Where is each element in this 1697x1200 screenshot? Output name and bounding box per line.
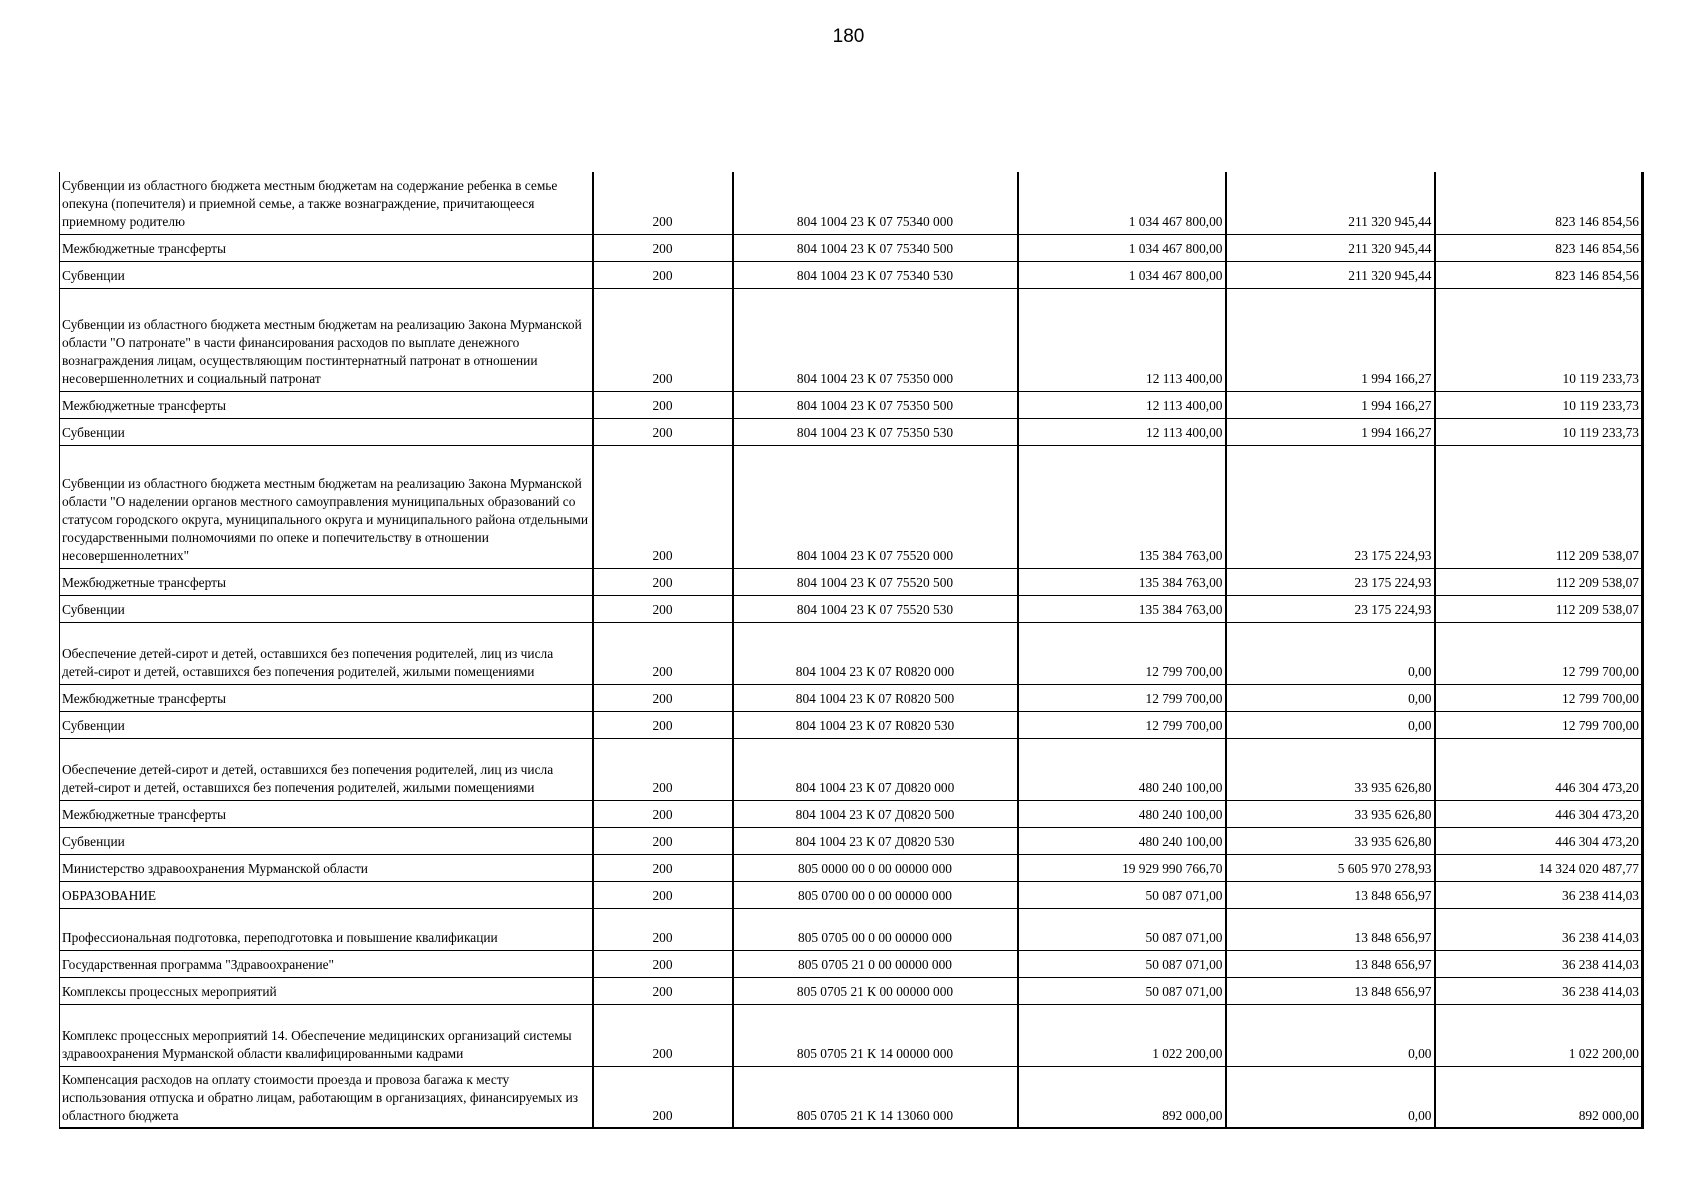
row-approved-cell: 1 022 200,00 <box>1018 1004 1226 1066</box>
row-name-cell: Комплекс процессных мероприятий 14. Обеспечение медицинских организаций системы здравоохранения Мурманской области квалифицированными кадрами <box>60 1004 593 1066</box>
row-executed-cell: 13 848 656,97 <box>1226 881 1435 908</box>
row-code-cell: 200 <box>593 445 733 568</box>
row-unexecuted-cell: 823 146 854,56 <box>1435 261 1643 288</box>
row-name-cell: ОБРАЗОВАНИЕ <box>60 881 593 908</box>
row-unexecuted-cell: 112 209 538,07 <box>1435 568 1643 595</box>
row-kbk-cell: 804 1004 23 К 07 75340 500 <box>733 234 1018 261</box>
row-code-cell: 200 <box>593 881 733 908</box>
row-unexecuted-cell: 112 209 538,07 <box>1435 445 1643 568</box>
row-kbk-cell: 804 1004 23 К 07 75520 530 <box>733 595 1018 622</box>
row-code-cell: 200 <box>593 288 733 391</box>
row-code-cell: 200 <box>593 738 733 800</box>
table-row <box>60 595 1643 622</box>
row-approved-cell: 135 384 763,00 <box>1018 568 1226 595</box>
row-unexecuted-cell: 10 119 233,73 <box>1435 391 1643 418</box>
row-name-cell: Субвенции <box>60 827 593 854</box>
row-executed-cell: 0,00 <box>1226 1066 1435 1128</box>
row-unexecuted-cell: 36 238 414,03 <box>1435 908 1643 950</box>
row-unexecuted-cell: 446 304 473,20 <box>1435 738 1643 800</box>
row-code-cell: 200 <box>593 568 733 595</box>
row-kbk-cell: 804 1004 23 К 07 75350 000 <box>733 288 1018 391</box>
row-code-cell: 200 <box>593 977 733 1004</box>
row-unexecuted-cell: 446 304 473,20 <box>1435 827 1643 854</box>
row-kbk-cell: 805 0000 00 0 00 00000 000 <box>733 854 1018 881</box>
row-executed-cell: 23 175 224,93 <box>1226 445 1435 568</box>
row-name-cell: Межбюджетные трансферты <box>60 234 593 261</box>
row-executed-cell: 1 994 166,27 <box>1226 391 1435 418</box>
row-unexecuted-cell: 12 799 700,00 <box>1435 684 1643 711</box>
row-name-cell: Субвенции <box>60 261 593 288</box>
row-executed-cell: 33 935 626,80 <box>1226 800 1435 827</box>
row-approved-cell: 50 087 071,00 <box>1018 908 1226 950</box>
row-approved-cell: 1 034 467 800,00 <box>1018 234 1226 261</box>
row-code-cell: 200 <box>593 234 733 261</box>
row-executed-cell: 0,00 <box>1226 684 1435 711</box>
row-unexecuted-cell: 14 324 020 487,77 <box>1435 854 1643 881</box>
table-row <box>60 568 1643 595</box>
row-executed-cell: 1 994 166,27 <box>1226 418 1435 445</box>
row-executed-cell: 13 848 656,97 <box>1226 950 1435 977</box>
row-unexecuted-cell: 1 022 200,00 <box>1435 1004 1643 1066</box>
row-kbk-cell: 805 0700 00 0 00 00000 000 <box>733 881 1018 908</box>
row-unexecuted-cell: 12 799 700,00 <box>1435 711 1643 738</box>
row-approved-cell: 12 799 700,00 <box>1018 711 1226 738</box>
row-code-cell: 200 <box>593 261 733 288</box>
table-row <box>60 908 1643 950</box>
table-row <box>60 234 1643 261</box>
row-approved-cell: 480 240 100,00 <box>1018 800 1226 827</box>
row-name-cell: Обеспечение детей-сирот и детей, оставшихся без попечения родителей, лиц из числа детей-сирот и детей, оставшихся без попечения родителей, жилыми помещениями <box>60 622 593 684</box>
table-row <box>60 288 1643 391</box>
row-kbk-cell: 804 1004 23 К 07 75340 530 <box>733 261 1018 288</box>
row-unexecuted-cell: 892 000,00 <box>1435 1066 1643 1128</box>
budget-execution-table <box>59 172 1644 1129</box>
page-number: 180 <box>832 26 865 47</box>
row-kbk-cell: 805 0705 21 К 14 13060 000 <box>733 1066 1018 1128</box>
row-approved-cell: 12 799 700,00 <box>1018 684 1226 711</box>
row-code-cell: 200 <box>593 391 733 418</box>
row-approved-cell: 135 384 763,00 <box>1018 595 1226 622</box>
row-executed-cell: 211 320 945,44 <box>1226 261 1435 288</box>
table-row <box>60 950 1643 977</box>
table-row <box>60 261 1643 288</box>
row-approved-cell: 19 929 990 766,70 <box>1018 854 1226 881</box>
table-row <box>60 827 1643 854</box>
row-name-cell: Межбюджетные трансферты <box>60 684 593 711</box>
row-kbk-cell: 804 1004 23 К 07 Д0820 500 <box>733 800 1018 827</box>
row-approved-cell: 1 034 467 800,00 <box>1018 261 1226 288</box>
row-executed-cell: 33 935 626,80 <box>1226 827 1435 854</box>
row-executed-cell: 33 935 626,80 <box>1226 738 1435 800</box>
row-code-cell: 200 <box>593 1004 733 1066</box>
row-name-cell: Субвенции <box>60 418 593 445</box>
row-name-cell: Субвенции <box>60 711 593 738</box>
table-row <box>60 738 1643 800</box>
row-code-cell: 200 <box>593 595 733 622</box>
row-approved-cell: 12 799 700,00 <box>1018 622 1226 684</box>
row-name-cell: Межбюджетные трансферты <box>60 800 593 827</box>
row-name-cell: Межбюджетные трансферты <box>60 391 593 418</box>
row-approved-cell: 50 087 071,00 <box>1018 950 1226 977</box>
row-unexecuted-cell: 446 304 473,20 <box>1435 800 1643 827</box>
table-row <box>60 1066 1643 1128</box>
row-name-cell: Межбюджетные трансферты <box>60 568 593 595</box>
row-executed-cell: 0,00 <box>1226 1004 1435 1066</box>
row-unexecuted-cell: 36 238 414,03 <box>1435 950 1643 977</box>
row-name-cell: Комплексы процессных мероприятий <box>60 977 593 1004</box>
row-kbk-cell: 804 1004 23 К 07 75350 500 <box>733 391 1018 418</box>
row-code-cell: 200 <box>593 1066 733 1128</box>
row-code-cell: 200 <box>593 950 733 977</box>
row-name-cell: Министерство здравоохранения Мурманской области <box>60 854 593 881</box>
row-executed-cell: 211 320 945,44 <box>1226 172 1435 234</box>
row-approved-cell: 50 087 071,00 <box>1018 977 1226 1004</box>
row-approved-cell: 480 240 100,00 <box>1018 738 1226 800</box>
table-row <box>60 391 1643 418</box>
row-unexecuted-cell: 36 238 414,03 <box>1435 977 1643 1004</box>
row-code-cell: 200 <box>593 622 733 684</box>
row-approved-cell: 50 087 071,00 <box>1018 881 1226 908</box>
row-kbk-cell: 804 1004 23 К 07 Д0820 530 <box>733 827 1018 854</box>
row-name-cell: Обеспечение детей-сирот и детей, оставшихся без попечения родителей, лиц из числа детей-сирот и детей, оставшихся без попечения родителей, жилыми помещениями <box>60 738 593 800</box>
table-row <box>60 622 1643 684</box>
row-code-cell: 200 <box>593 684 733 711</box>
row-executed-cell: 1 994 166,27 <box>1226 288 1435 391</box>
row-executed-cell: 5 605 970 278,93 <box>1226 854 1435 881</box>
row-name-cell: Субвенции <box>60 595 593 622</box>
table-row <box>60 684 1643 711</box>
row-kbk-cell: 805 0705 00 0 00 00000 000 <box>733 908 1018 950</box>
row-code-cell: 200 <box>593 418 733 445</box>
row-kbk-cell: 804 1004 23 К 07 75340 000 <box>733 172 1018 234</box>
row-unexecuted-cell: 823 146 854,56 <box>1435 234 1643 261</box>
table-row <box>60 711 1643 738</box>
row-name-cell: Субвенции из областного бюджета местным бюджетам на реализацию Закона Мурманской области "О наделении органов местного самоуправления муниципальных образований со статусом городского округа, муниципального округа и муниципального района отдельными государственными полномочиями по опеке и попечительству в отношении несовершеннолетних" <box>60 445 593 568</box>
row-code-cell: 200 <box>593 711 733 738</box>
row-approved-cell: 12 113 400,00 <box>1018 288 1226 391</box>
row-approved-cell: 12 113 400,00 <box>1018 418 1226 445</box>
row-approved-cell: 1 034 467 800,00 <box>1018 172 1226 234</box>
row-kbk-cell: 805 0705 21 К 00 00000 000 <box>733 977 1018 1004</box>
row-approved-cell: 12 113 400,00 <box>1018 391 1226 418</box>
row-unexecuted-cell: 112 209 538,07 <box>1435 595 1643 622</box>
row-executed-cell: 211 320 945,44 <box>1226 234 1435 261</box>
row-code-cell: 200 <box>593 908 733 950</box>
table-row <box>60 1004 1643 1066</box>
row-name-cell: Компенсация расходов на оплату стоимости проезда и провоза багажа к месту использования отпуска и обратно лицам, работающим в организациях, финансируемых из областного бюджета <box>60 1066 593 1128</box>
row-unexecuted-cell: 36 238 414,03 <box>1435 881 1643 908</box>
row-approved-cell: 480 240 100,00 <box>1018 827 1226 854</box>
row-code-cell: 200 <box>593 854 733 881</box>
row-unexecuted-cell: 10 119 233,73 <box>1435 288 1643 391</box>
row-kbk-cell: 804 1004 23 К 07 75350 530 <box>733 418 1018 445</box>
table-row <box>60 800 1643 827</box>
row-unexecuted-cell: 10 119 233,73 <box>1435 418 1643 445</box>
row-kbk-cell: 805 0705 21 0 00 00000 000 <box>733 950 1018 977</box>
row-executed-cell: 0,00 <box>1226 711 1435 738</box>
row-kbk-cell: 804 1004 23 К 07 R0820 500 <box>733 684 1018 711</box>
table-row <box>60 172 1643 234</box>
row-code-cell: 200 <box>593 172 733 234</box>
row-executed-cell: 23 175 224,93 <box>1226 568 1435 595</box>
row-kbk-cell: 804 1004 23 К 07 R0820 530 <box>733 711 1018 738</box>
table-row <box>60 881 1643 908</box>
row-unexecuted-cell: 823 146 854,56 <box>1435 172 1643 234</box>
row-kbk-cell: 804 1004 23 К 07 75520 000 <box>733 445 1018 568</box>
table-row <box>60 977 1643 1004</box>
row-code-cell: 200 <box>593 827 733 854</box>
row-code-cell: 200 <box>593 800 733 827</box>
row-executed-cell: 0,00 <box>1226 622 1435 684</box>
row-name-cell: Субвенции из областного бюджета местным бюджетам на содержание ребенка в семье опекуна (попечителя) и приемной семье, а также вознаграждение, причитающееся приемному родителю <box>60 172 593 234</box>
row-kbk-cell: 804 1004 23 К 07 75520 500 <box>733 568 1018 595</box>
row-executed-cell: 13 848 656,97 <box>1226 977 1435 1004</box>
row-executed-cell: 13 848 656,97 <box>1226 908 1435 950</box>
row-approved-cell: 135 384 763,00 <box>1018 445 1226 568</box>
row-unexecuted-cell: 12 799 700,00 <box>1435 622 1643 684</box>
table-row <box>60 445 1643 568</box>
row-name-cell: Профессиональная подготовка, переподготовка и повышение квалификации <box>60 908 593 950</box>
row-kbk-cell: 804 1004 23 К 07 Д0820 000 <box>733 738 1018 800</box>
row-approved-cell: 892 000,00 <box>1018 1066 1226 1128</box>
table-row <box>60 854 1643 881</box>
row-name-cell: Государственная программа "Здравоохранение" <box>60 950 593 977</box>
table-row <box>60 418 1643 445</box>
row-executed-cell: 23 175 224,93 <box>1226 595 1435 622</box>
row-name-cell: Субвенции из областного бюджета местным бюджетам на реализацию Закона Мурманской области "О патронате" в части финансирования расходов по выплате денежного вознаграждения лицам, осуществляющим постинтернатный патронат в отношении несовершеннолетних и социальный патронат <box>60 288 593 391</box>
row-kbk-cell: 804 1004 23 К 07 R0820 000 <box>733 622 1018 684</box>
row-kbk-cell: 805 0705 21 К 14 00000 000 <box>733 1004 1018 1066</box>
